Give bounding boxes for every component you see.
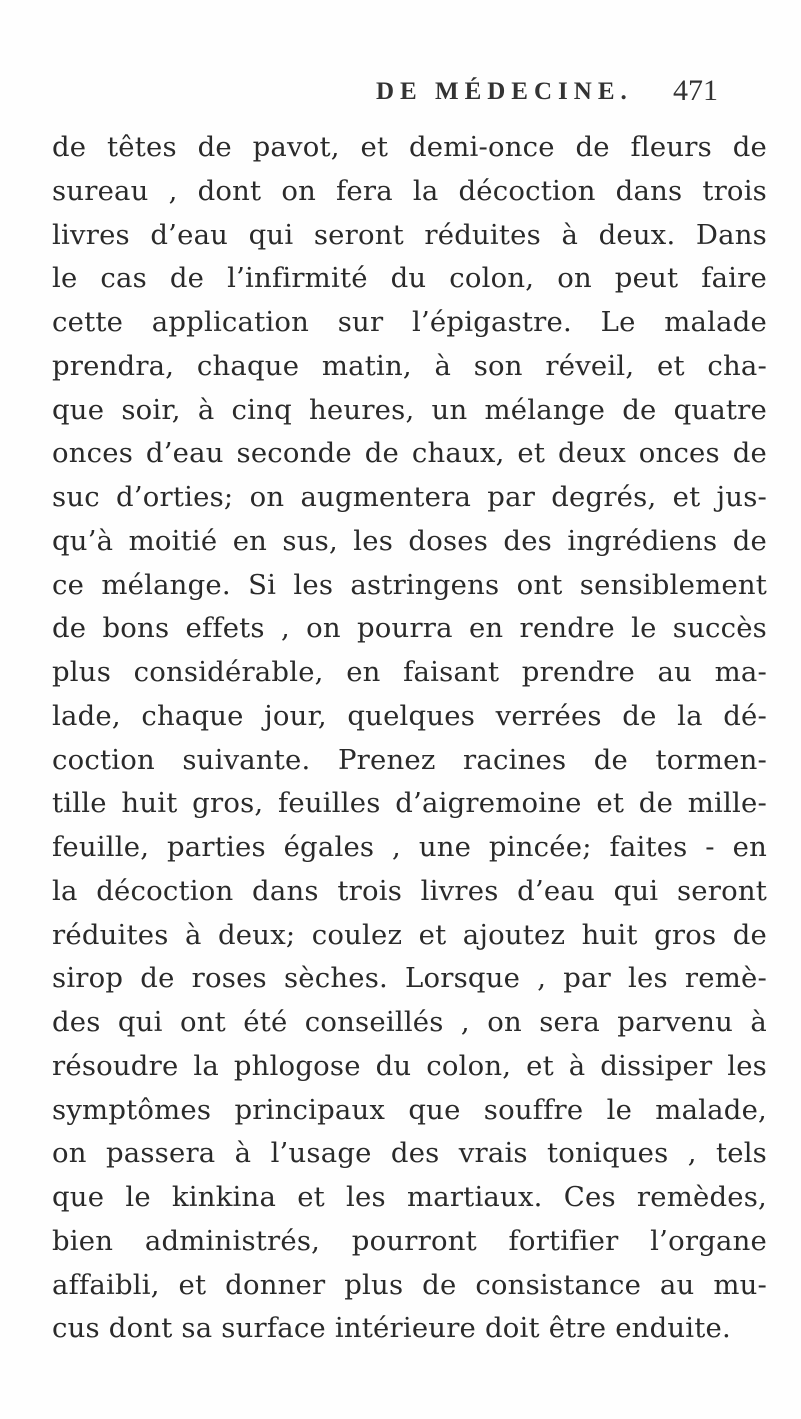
text-line: de têtes de pavot, et demi-once de fleurs de [52,131,767,163]
text-line: cette application sur l’épigastre. Le malade [52,306,767,338]
text-line: bien administrés, pourront fortifier l’organe [52,1224,767,1257]
text-line: de bons effets , on pourra en rendre le succès [52,612,767,645]
running-title: DE MÉDECINE. [376,78,633,105]
text-line: résoudre la phlogose du colon, et à dissiper les [52,1049,767,1082]
text-line: sirop de roses sèches. Lorsque , par les remè- [52,962,767,995]
text-line: feuille, parties égales , une pincée; faites - en [52,831,767,863]
text-line: plus considérable, en faisant prendre au ma- [52,656,767,688]
text-line: suc d’orties; on augmentera par degrés, et jus- [52,481,767,513]
running-head [248,74,718,114]
body-text [52,126,767,1351]
text-line: que soir, à cinq heures, un mélange de quatre [52,393,767,426]
text-line: que le kinkina et les martiaux. Ces remèdes, [52,1181,767,1213]
text-line: symptômes principaux que souffre le malade, [52,1093,767,1126]
text-line: lade, chaque jour, quelques verrées de la dé- [52,699,767,732]
text-line: qu’à moitié en sus, les doses des ingrédiens de [52,524,767,557]
text-line: onces d’eau seconde de chaux, et deux onces de [52,437,767,470]
text-line: tille huit gros, feuilles d’aigremoine et de mille- [52,787,767,820]
text-line: affaibli, et donner plus de consistance au mu- [52,1268,767,1301]
text-line: le cas de l’infirmité du colon, on peut faire [52,262,767,295]
text-line: la décoction dans trois livres d’eau qui seront [52,874,767,907]
text-line: des qui ont été conseillés , on sera parvenu à [52,1006,767,1038]
text-line: cus dont sa surface intérieure doit être enduite. [52,1312,731,1345]
text-line: livres d’eau qui seront réduites à deux. Dans [52,218,767,251]
text-line: coction suivante. Prenez racines de tormen- [52,743,767,776]
text-line: ce mélange. Si les astringens ont sensiblement [52,568,767,601]
text-line: sureau , dont on fera la décoction dans trois [52,174,767,207]
page-number: 471 [673,74,718,107]
text-line: on passera à l’usage des vrais toniques , tels [52,1137,767,1170]
text-line: réduites à deux; coulez et ajoutez huit gros de [52,918,767,951]
text-line: prendra, chaque matin, à son réveil, et cha- [52,349,767,382]
